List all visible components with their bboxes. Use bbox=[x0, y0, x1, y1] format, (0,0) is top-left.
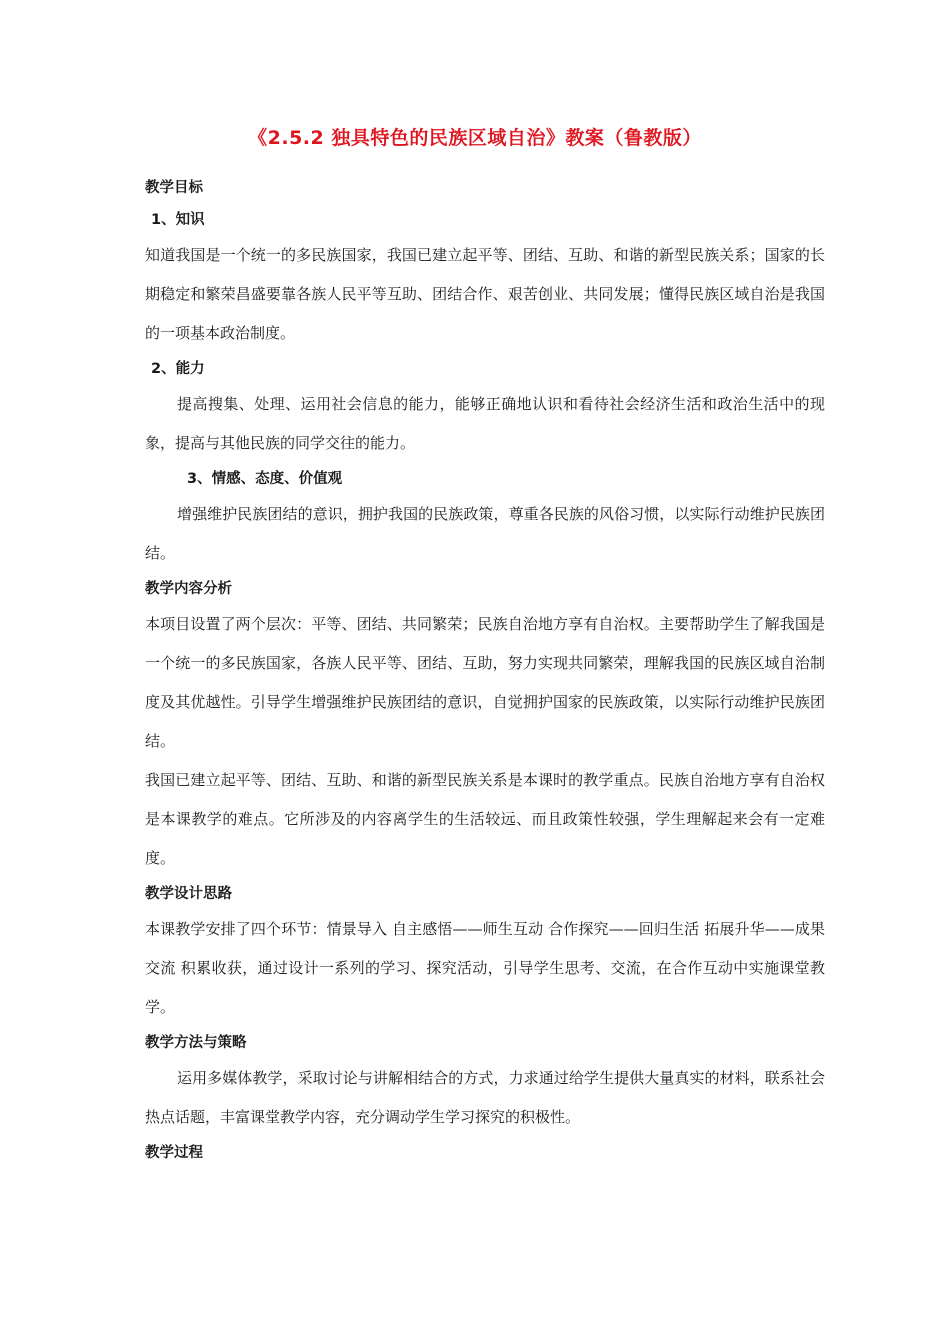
paragraph-analysis-1: 本项目设置了两个层次：平等、团结、共同繁荣；民族自治地方享有自治权。主要帮助学生了解我国是一个统一的多民族国家，各族人民平等、团结、互助，努力实现共同繁荣，理解我国的民族区域自治制度及其优越性。引导学生增强维护民族团结的意识，自觉拥护国家的民族政策，以实际行动维护民族团结。 bbox=[145, 615, 825, 750]
section-heading-process: 教学过程 bbox=[145, 1145, 203, 1161]
paragraph-knowledge: 知道我国是一个统一的多民族国家，我国已建立起平等、团结、互助、和谐的新型民族关系；国家的长期稳定和繁荣昌盛要靠各族人民平等互助、团结合作、艰苦创业、共同发展；懂得民族区域自治是我国的一项基本政治制度。 bbox=[145, 246, 825, 342]
section-heading-design: 教学设计思路 bbox=[145, 886, 232, 902]
document-title: 《2.5.2 独具特色的民族区域自治》教案（鲁教版） bbox=[248, 127, 702, 149]
paragraph-design: 本课教学安排了四个环节：情景导入 自主感悟——师生互动 合作探究——回归生活 拓展升华——成果交流 积累收获，通过设计一系列的学习、探究活动，引导学生思考、交流，在合作互动中实施课堂教学。 bbox=[145, 920, 825, 1016]
document-body bbox=[145, 172, 825, 1169]
subheading-ability: 2、能力 bbox=[151, 361, 205, 377]
paragraph-analysis-2: 我国已建立起平等、团结、互助、和谐的新型民族关系是本课时的教学重点。民族自治地方享有自治权是本课教学的难点。它所涉及的内容离学生的生活较远、而且政策性较强，学生理解起来会有一定难度。 bbox=[145, 771, 825, 867]
section-heading-analysis: 教学内容分析 bbox=[145, 581, 232, 597]
paragraph-method: 运用多媒体教学，采取讨论与讲解相结合的方式，力求通过给学生提供大量真实的材料，联系社会热点话题，丰富课堂教学内容，充分调动学生学习探究的积极性。 bbox=[145, 1069, 825, 1126]
paragraph-emotion: 增强维护民族团结的意识，拥护我国的民族政策，尊重各民族的风俗习惯，以实际行动维护民族团结。 bbox=[145, 505, 825, 562]
section-heading-goals: 教学目标 bbox=[145, 180, 203, 196]
section-heading-method: 教学方法与策略 bbox=[145, 1035, 247, 1051]
paragraph-ability: 提高搜集、处理、运用社会信息的能力，能够正确地认识和看待社会经济生活和政治生活中的现象，提高与其他民族的同学交往的能力。 bbox=[145, 395, 825, 452]
subheading-emotion: 3、情感、态度、价值观 bbox=[187, 471, 343, 487]
subheading-knowledge: 1、知识 bbox=[151, 212, 205, 228]
